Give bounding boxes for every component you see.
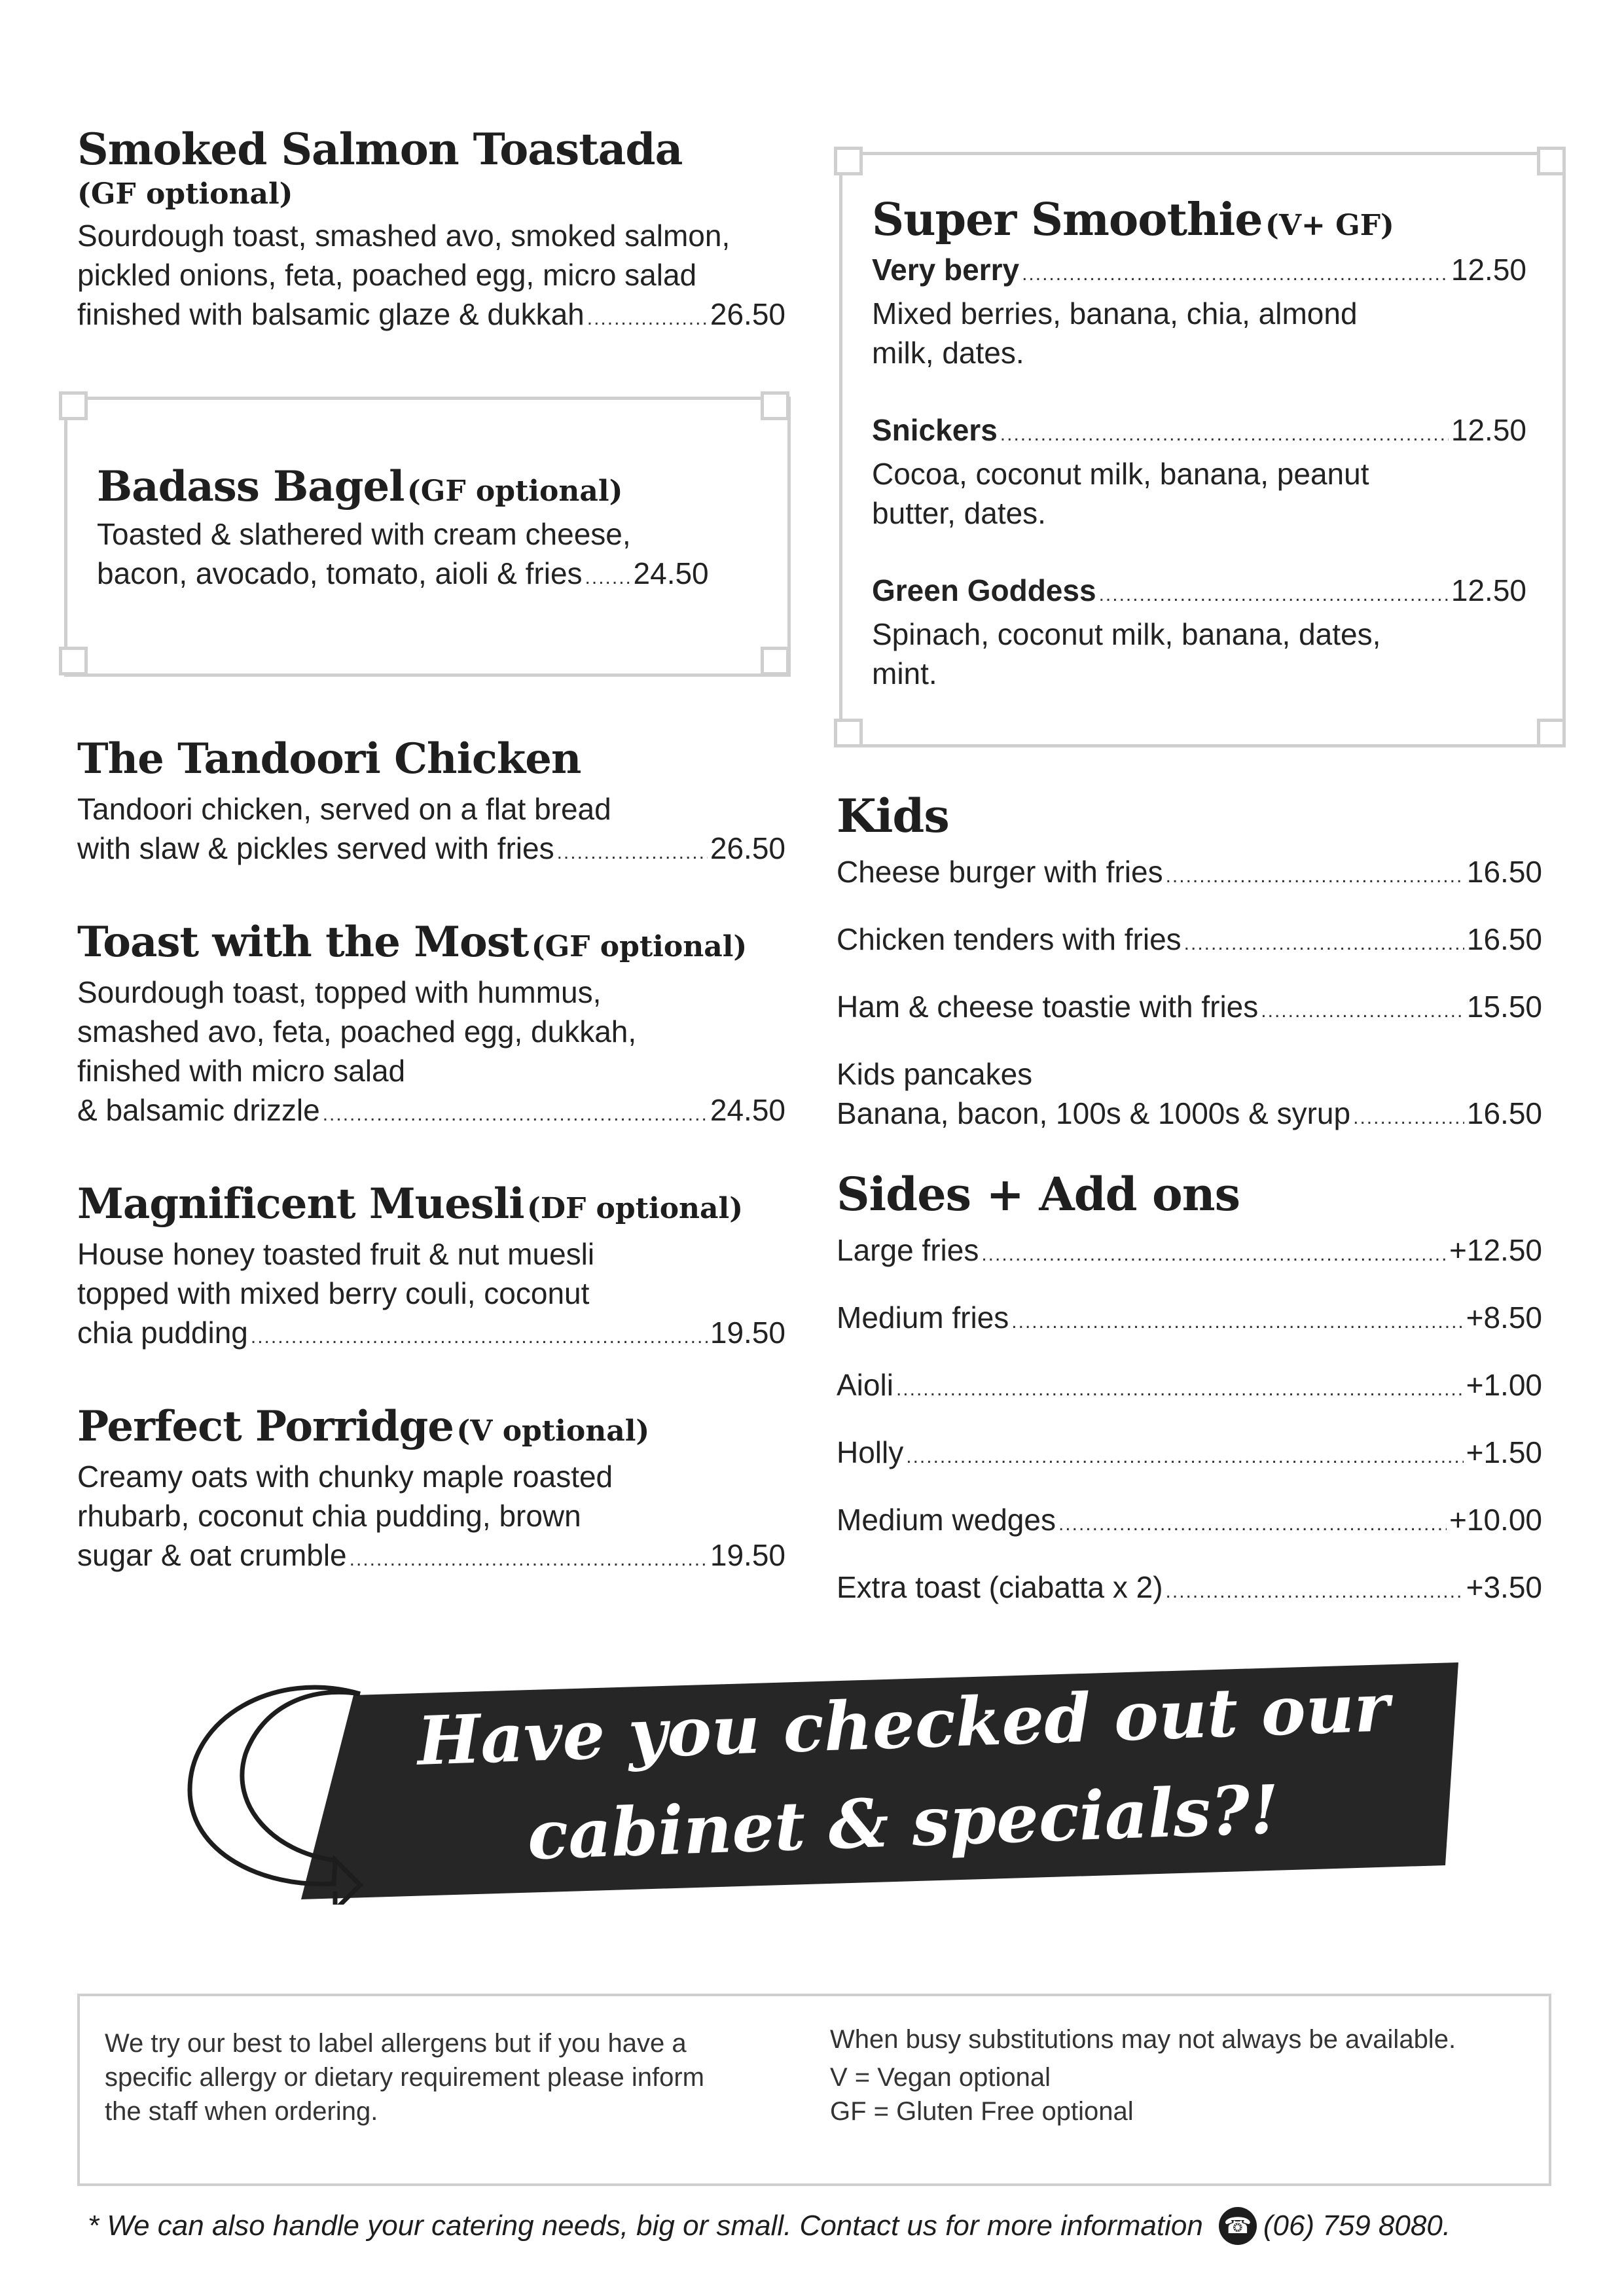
section-title: Sides + Add ons bbox=[837, 1167, 1240, 1221]
desc-line: Toasted & slathered with cream cheese, bbox=[97, 517, 631, 551]
price-line bbox=[77, 1535, 785, 1579]
item-name: Very berry bbox=[872, 253, 1020, 287]
frame-corner bbox=[1537, 719, 1566, 747]
kids-item bbox=[837, 852, 1542, 896]
item-name: Aioli bbox=[837, 1368, 893, 1402]
smoothie-list bbox=[872, 250, 1526, 693]
footer bbox=[88, 2207, 1554, 2245]
item-price: +3.50 bbox=[1466, 1570, 1542, 1604]
banner-line: cabinet & specials?! bbox=[526, 1770, 1281, 1876]
leader-dots bbox=[1261, 992, 1464, 1031]
menu-item-bagel bbox=[97, 462, 758, 598]
side-item bbox=[837, 1433, 1542, 1477]
desc-line: bacon, avocado, tomato, aioli & fries bbox=[97, 556, 583, 590]
desc-line: Tandoori chicken, served on a flat bread bbox=[77, 792, 611, 826]
item-option: (GF optional) bbox=[531, 930, 748, 963]
item-price: 16.50 bbox=[1466, 922, 1542, 956]
item-option: (GF optional) bbox=[77, 177, 293, 211]
item-option: (GF optional) bbox=[406, 475, 623, 508]
smoothie-item bbox=[872, 410, 1526, 454]
desc-line: butter, dates. bbox=[872, 496, 1046, 530]
menu-item-muesli bbox=[77, 1179, 785, 1357]
item-name: Medium wedges bbox=[837, 1503, 1056, 1537]
item-description bbox=[97, 514, 758, 598]
kids-item bbox=[837, 987, 1542, 1031]
item-title: Smoked Salmon Toastada bbox=[77, 124, 683, 175]
catering-note: * We can also handle your catering needs, big or small. Contact us for more information bbox=[88, 2210, 1203, 2242]
price-line bbox=[77, 1313, 785, 1357]
desc-line: chia pudding bbox=[77, 1316, 248, 1350]
item-price: 24.50 bbox=[710, 1093, 785, 1127]
price-line bbox=[77, 1090, 785, 1134]
desc-line: Banana, bacon, 100s & 1000s & syrup bbox=[837, 1096, 1351, 1130]
banner-line: Have you checked out our bbox=[416, 1668, 1391, 1781]
item-name: Large fries bbox=[837, 1233, 979, 1267]
leader-dots bbox=[1011, 1302, 1463, 1342]
menu-item-salmon bbox=[77, 124, 785, 338]
sides-section bbox=[837, 1167, 1542, 1611]
item-price: +1.00 bbox=[1466, 1368, 1542, 1402]
item-price: 12.50 bbox=[1451, 573, 1526, 607]
desc-line: finished with micro salad bbox=[77, 1054, 406, 1088]
leader-dots bbox=[896, 1370, 1464, 1409]
side-item bbox=[837, 1298, 1542, 1342]
item-name: Extra toast (ciabatta x 2) bbox=[837, 1570, 1163, 1604]
frame-corner bbox=[834, 719, 863, 747]
item-price: 16.50 bbox=[1466, 855, 1542, 889]
item-title: Magnificent Muesli bbox=[77, 1179, 524, 1229]
item-name: Kids pancakes bbox=[837, 1057, 1033, 1091]
leader-dots bbox=[587, 299, 708, 338]
desc-line: finished with balsamic glaze & dukkah bbox=[77, 297, 585, 331]
notice-right bbox=[830, 2022, 1537, 2128]
item-title: The Tandoori Chicken bbox=[77, 734, 581, 783]
legend-gluten-free: GF = Gluten Free optional bbox=[830, 2097, 1134, 2126]
leader-dots bbox=[1000, 415, 1449, 454]
desc-line: Spinach, coconut milk, banana, dates, bbox=[872, 617, 1381, 651]
desc-line: with slaw & pickles served with fries bbox=[77, 831, 554, 865]
side-item bbox=[837, 1500, 1542, 1544]
item-option: (V optional) bbox=[456, 1414, 650, 1448]
kids-section bbox=[837, 789, 1542, 1138]
leader-dots bbox=[350, 1540, 708, 1579]
leader-dots bbox=[906, 1437, 1463, 1477]
desc-line: Cocoa, coconut milk, banana, peanut bbox=[872, 457, 1369, 491]
notice-line: specific allergy or dietary requirement please inform bbox=[105, 2063, 704, 2092]
item-title: Toast with the Most bbox=[77, 918, 529, 967]
desc-line: Sourdough toast, smashed avo, smoked salmon, bbox=[77, 219, 731, 253]
section-option: (V+ GF) bbox=[1265, 209, 1394, 242]
item-title: Badass Bagel bbox=[97, 462, 405, 511]
item-description bbox=[77, 216, 785, 338]
item-price: 19.50 bbox=[710, 1316, 785, 1350]
leader-dots bbox=[1184, 924, 1464, 963]
side-item bbox=[837, 1365, 1542, 1409]
item-price: 26.50 bbox=[710, 297, 785, 331]
leader-dots bbox=[1353, 1098, 1464, 1138]
smoothie-section bbox=[872, 194, 1526, 693]
item-description bbox=[77, 789, 785, 872]
item-price: 12.50 bbox=[1451, 253, 1526, 287]
item-name: Green Goddess bbox=[872, 573, 1096, 607]
leader-dots bbox=[323, 1095, 708, 1134]
phone-icon: ☎ bbox=[1219, 2207, 1257, 2245]
item-name: Ham & cheese toastie with fries bbox=[837, 990, 1259, 1024]
menu-item-tandoori bbox=[77, 734, 785, 872]
item-price: 16.50 bbox=[1466, 1096, 1542, 1130]
desc-line: Mixed berries, banana, chia, almond bbox=[872, 296, 1358, 331]
leader-dots bbox=[1099, 575, 1449, 615]
frame-corner bbox=[1537, 147, 1566, 175]
banner-text bbox=[367, 1668, 1440, 1876]
desc-line: & balsamic drizzle bbox=[77, 1093, 320, 1127]
item-description bbox=[77, 1457, 785, 1579]
notice-left bbox=[105, 2026, 812, 2128]
item-price: +8.50 bbox=[1466, 1300, 1542, 1335]
item-price: +10.00 bbox=[1449, 1503, 1542, 1537]
menu-item-porridge bbox=[77, 1402, 785, 1579]
item-name: Chicken tenders with fries bbox=[837, 922, 1182, 956]
frame-corner bbox=[761, 391, 789, 420]
section-title: Super Smoothie bbox=[872, 194, 1263, 246]
price-line bbox=[77, 829, 785, 872]
leader-dots bbox=[585, 558, 631, 598]
item-price: 12.50 bbox=[1451, 413, 1526, 447]
desc-line: mint. bbox=[872, 656, 937, 691]
leader-dots bbox=[1058, 1505, 1447, 1544]
item-price: 26.50 bbox=[710, 831, 785, 865]
menu-item-toast bbox=[77, 918, 785, 1134]
leader-dots bbox=[1166, 1572, 1464, 1611]
legend-vegan: V = Vegan optional bbox=[830, 2063, 1051, 2092]
item-price: +12.50 bbox=[1449, 1233, 1542, 1267]
desc-line: smashed avo, feta, poached egg, dukkah, bbox=[77, 1014, 637, 1049]
desc-line: House honey toasted fruit & nut muesli bbox=[77, 1237, 595, 1271]
phone-number: (06) 759 8080. bbox=[1263, 2210, 1451, 2242]
item-name: Holly bbox=[837, 1435, 904, 1469]
item-title: Perfect Porridge bbox=[77, 1402, 454, 1451]
desc-line: rhubarb, coconut chia pudding, brown bbox=[77, 1499, 581, 1533]
notice-line: We try our best to label allergens but if you have a bbox=[105, 2029, 687, 2058]
item-price: +1.50 bbox=[1466, 1435, 1542, 1469]
notice-line: When busy substitutions may not always be available. bbox=[830, 2025, 1456, 2054]
item-price: 19.50 bbox=[710, 1538, 785, 1572]
frame-corner bbox=[59, 391, 88, 420]
smoothie-item bbox=[872, 250, 1526, 294]
frame-corner bbox=[834, 147, 863, 175]
frame-corner bbox=[59, 647, 88, 675]
desc-line: sugar & oat crumble bbox=[77, 1538, 347, 1572]
item-name: Medium fries bbox=[837, 1300, 1009, 1335]
item-option: (DF optional) bbox=[527, 1192, 744, 1225]
desc-line: Creamy oats with chunky maple roasted bbox=[77, 1460, 613, 1494]
sides-list bbox=[837, 1230, 1542, 1611]
leader-dots bbox=[981, 1235, 1447, 1274]
item-description bbox=[77, 1234, 785, 1357]
kids-item bbox=[837, 920, 1542, 963]
desc-line: milk, dates. bbox=[872, 336, 1024, 370]
smoothie-item bbox=[872, 571, 1526, 615]
desc-line: Sourdough toast, topped with hummus, bbox=[77, 975, 602, 1009]
side-item bbox=[837, 1568, 1542, 1611]
price-line bbox=[77, 295, 785, 338]
item-description bbox=[77, 973, 785, 1134]
frame-corner bbox=[761, 647, 789, 675]
leader-dots bbox=[251, 1318, 708, 1357]
item-name: Cheese burger with fries bbox=[837, 855, 1163, 889]
leader-dots bbox=[1022, 255, 1449, 294]
kids-item bbox=[837, 1094, 1542, 1138]
section-title: Kids bbox=[837, 789, 949, 843]
leader-dots bbox=[1166, 857, 1464, 896]
item-price: 15.50 bbox=[1466, 990, 1542, 1024]
item-price: 24.50 bbox=[633, 556, 709, 590]
item-name: Snickers bbox=[872, 413, 998, 447]
side-item bbox=[837, 1230, 1542, 1274]
kids-list bbox=[837, 852, 1542, 1138]
desc-line: topped with mixed berry couli, coconut bbox=[77, 1276, 590, 1310]
price-line bbox=[97, 554, 758, 598]
desc-line: pickled onions, feta, poached egg, micro salad bbox=[77, 258, 697, 292]
leader-dots bbox=[557, 833, 708, 872]
notice-line: the staff when ordering. bbox=[105, 2097, 378, 2126]
